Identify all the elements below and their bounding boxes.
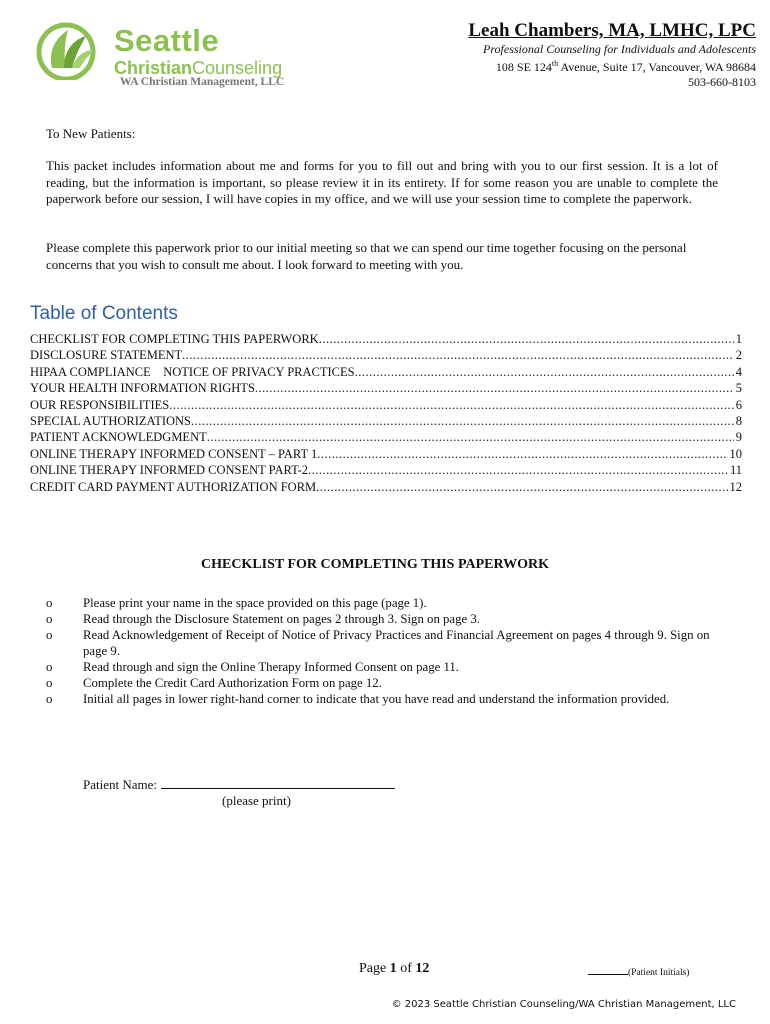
bullet-icon: o [46, 628, 53, 642]
page-total: 12 [415, 961, 430, 976]
toc-entry-page: 12 [729, 479, 742, 494]
toc-entry-page: 8 [735, 413, 742, 428]
address [468, 56, 756, 75]
logo-seattle-text: Seattle [114, 23, 220, 58]
checklist-item-text: Read through and sign the Online Therapy Informed Consent on page 11. [83, 660, 460, 674]
toc-entry[interactable] [30, 479, 742, 495]
checklist-item [46, 627, 726, 659]
logo [34, 20, 314, 92]
toc-leader-dots [255, 380, 734, 396]
bullet-icon: o [46, 676, 53, 690]
toc-entry-page: 5 [735, 381, 742, 396]
toc-entry-label: YOUR HEALTH INFORMATION RIGHTS [30, 381, 255, 396]
toc-leader-dots [207, 429, 734, 445]
checklist-item [46, 595, 726, 611]
toc-entry-label: ONLINE THERAPY INFORMED CONSENT – PART 1 [30, 446, 318, 461]
checklist-item-text: Read through the Disclosure Statement on pages 2 through 3. Sign on page 3. [83, 612, 480, 626]
page-number [359, 961, 429, 977]
toc-leader-dots [169, 397, 734, 413]
toc-entry[interactable] [30, 446, 742, 462]
bullet-icon: o [46, 660, 53, 674]
counselor-tagline: Professional Counseling for Individuals and Adolescents [483, 42, 756, 56]
checklist-item [46, 611, 726, 627]
toc-leader-dots [191, 413, 734, 429]
toc-leader-dots [308, 462, 728, 478]
toc-entry[interactable] [30, 429, 742, 445]
copyright-footer: © 2023 Seattle Christian Counseling/WA Christian Management, LLC [391, 999, 736, 1010]
address-superscript: th [551, 59, 559, 68]
checklist-item [46, 659, 726, 675]
toc-entry-label: CREDIT CARD PAYMENT AUTHORIZATION FORM [30, 479, 317, 494]
checklist-item [46, 675, 726, 691]
toc-entry-page: 6 [735, 397, 742, 412]
toc-entry-label: PATIENT ACKNOWLEDGMENT [30, 430, 207, 445]
toc-entry[interactable] [30, 364, 742, 380]
bullet-icon: o [46, 692, 53, 706]
checklist-title: CHECKLIST FOR COMPLETING THIS PAPERWORK [200, 557, 549, 572]
toc-entry-page: 1 [735, 332, 742, 346]
toc-entry[interactable] [30, 380, 742, 396]
toc-leader-dots [355, 364, 734, 380]
checklist-item-text: Please print your name in the space provided on this page (page 1). [83, 596, 427, 610]
toc-leader-dots [317, 446, 727, 462]
toc-entry[interactable] [30, 397, 742, 413]
logo-counseling-word: Counseling [192, 58, 283, 78]
bullet-icon: o [46, 596, 53, 610]
toc-entry-page: 11 [729, 463, 742, 478]
toc-entry[interactable] [30, 413, 742, 429]
page-word: Page [359, 961, 387, 976]
checklist-item-text: Read Acknowledgement of Receipt of Notice of Privacy Practices and Financial Agreement on pages 4 through 9. Sign on page 9. [83, 628, 710, 658]
toc-title: Table of Contents [30, 303, 178, 324]
toc-entry-label: HIPAA COMPLIANCE NOTICE OF PRIVACY PRACTICES [30, 364, 355, 379]
toc-entry-label: CHECKLIST FOR COMPLETING THIS PAPERWORK [30, 332, 319, 346]
letter-paragraph-2: Please complete this paperwork prior to our initial meeting so that we can spend our time together focusing on the personal concerns that you wish to consult me about. I look forward to meeting with you. [46, 240, 687, 272]
logo-christian-word: Christian [114, 58, 193, 78]
toc-leader-dots [319, 331, 734, 347]
phone-number: 503-660-8103 [688, 75, 756, 89]
patient-name-row [83, 776, 395, 793]
toc-entry-page: 9 [735, 430, 742, 445]
patient-name-field[interactable] [161, 776, 395, 789]
logo-subtitle: WA Christian Management, LLC [120, 76, 285, 88]
letter-paragraph-1: This packet includes information about me and forms for you to fill out and bring with you to our first session. It is a lot of reading, but the information is important, so please review it in its entirety. If for some reason you are unable to complete the paperwork before our session, I will have copies in my office, and we will use your session time to complete the paperwork. [46, 158, 718, 206]
patient-initials [588, 965, 689, 978]
toc-leader-dots [316, 479, 727, 495]
toc-entry-page: 10 [729, 446, 742, 461]
toc-entry[interactable] [30, 347, 742, 363]
counselor-name: Leah Chambers, MA, LMHC, LPC [468, 20, 756, 41]
letterhead [468, 20, 756, 90]
logo-christian-counseling-text [114, 58, 282, 78]
patient-initials-field[interactable] [588, 965, 628, 975]
leaf-logo-icon [34, 20, 104, 80]
toc-leader-dots [182, 347, 734, 363]
bullet-icon: o [46, 612, 53, 626]
address-end: Avenue, Suite 17, Vancouver, WA 98684 [558, 60, 756, 74]
toc-entry-page: 4 [735, 364, 742, 379]
checklist [46, 595, 726, 707]
checklist-item-text: Complete the Credit Card Authorization Form on page 12. [83, 676, 382, 690]
toc-entry-label: OUR RESPONSIBILITIES [30, 397, 170, 412]
letter-greeting: To New Patients: [46, 126, 136, 141]
toc-entry-label: SPECIAL AUTHORIZATIONS [30, 413, 191, 428]
toc-entry[interactable] [30, 331, 742, 347]
table-of-contents [30, 331, 742, 495]
patient-initials-label: (Patient Initials) [628, 968, 690, 978]
toc-entry-page: 2 [735, 348, 742, 363]
patient-name-label: Patient Name: [83, 777, 158, 792]
toc-entry[interactable] [30, 462, 742, 478]
toc-entry-label: ONLINE THERAPY INFORMED CONSENT PART-2 [30, 463, 308, 478]
please-print-note: (please print) [222, 793, 291, 808]
checklist-item [46, 691, 726, 707]
toc-entry-label: DISCLOSURE STATEMENT [30, 348, 183, 363]
of-word: of [400, 961, 412, 976]
page-current: 1 [389, 961, 397, 976]
address-start: 108 SE 124 [495, 60, 552, 74]
checklist-item-text: Initial all pages in lower right-hand corner to indicate that you have read and understand the information provided. [83, 692, 670, 706]
